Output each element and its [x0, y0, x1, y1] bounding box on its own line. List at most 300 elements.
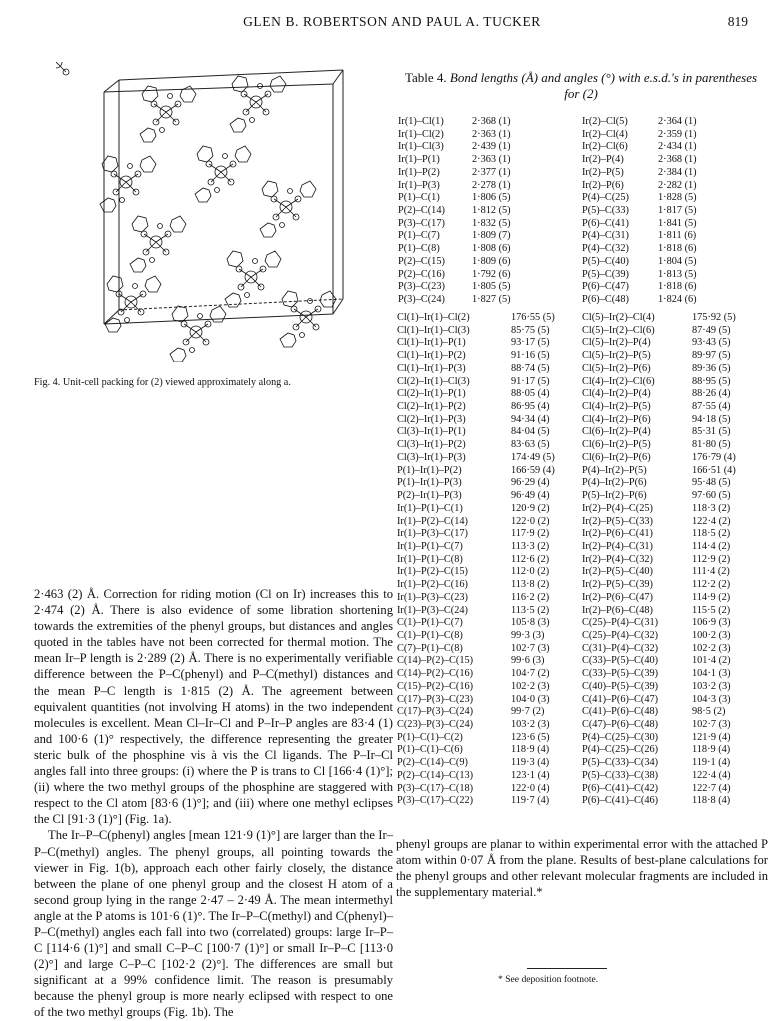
measured-value: 175·92 (5)	[692, 312, 736, 323]
measured-value: 91·17 (5)	[511, 375, 550, 387]
measured-value: 99·7 (2)	[511, 706, 545, 718]
table-row	[582, 668, 736, 681]
measured-value: 96·49 (4)	[511, 490, 550, 502]
measured-value: 2·363 (1)	[472, 128, 511, 140]
table-row	[397, 376, 555, 389]
atom-label: Ir(2)–P(6)–C(48)	[582, 604, 653, 616]
atom-label: P(6)–C(41)–C(46)	[582, 795, 659, 807]
table-row	[582, 490, 736, 503]
atom-label: C(33)–P(5)–C(39)	[582, 668, 659, 680]
atom-label: P(5)–C(33)–C(38)	[582, 769, 659, 781]
measured-value: 2·282 (1)	[658, 179, 697, 191]
atom-label: Ir(1)–P(3)–C(24)	[397, 604, 468, 616]
atom-label: P(6)–C(41)	[582, 217, 629, 229]
table-row	[397, 490, 555, 503]
measured-value: 2·377 (1)	[472, 166, 511, 178]
table-row	[397, 783, 555, 796]
measured-value: 2·368 (1)	[658, 154, 697, 166]
molecule-cluster	[56, 62, 86, 92]
running-head	[0, 14, 784, 34]
atom-label: P(1)–Ir(1)–P(2)	[397, 464, 462, 476]
atom-label: Ir(1)–P(1)–C(1)	[397, 502, 463, 514]
page-number: 819	[727, 14, 748, 29]
atom-label: Ir(1)–P(2)–C(15)	[397, 566, 468, 578]
measured-value: 114·4 (2)	[692, 540, 731, 552]
measured-value: 1·818 (6)	[658, 243, 697, 255]
measured-value: 93·17 (5)	[511, 337, 550, 349]
atom-label: P(4)–C(25)–C(30)	[582, 731, 659, 743]
table-row	[582, 167, 697, 180]
atom-label: P(2)–C(14)	[398, 205, 445, 217]
running-head-title: GLEN B. ROBERTSON AND PAUL A. TUCKER	[243, 14, 541, 29]
measured-value: 114·9 (2)	[692, 591, 731, 603]
measured-value: 91·16 (5)	[511, 350, 550, 362]
atom-label: C(33)–P(5)–C(40)	[582, 655, 659, 667]
atom-label: P(2)–C(15)	[398, 255, 445, 267]
table-row	[397, 312, 555, 325]
atom-label: C(1)–P(1)–C(8)	[397, 629, 463, 641]
measured-value: 99·3 (3)	[511, 629, 545, 641]
measured-value: 1·824 (6)	[658, 294, 697, 306]
atom-label: Ir(1)–P(3)–C(23)	[397, 591, 468, 603]
measured-value: 176·55 (5)	[511, 312, 555, 323]
measured-value: 112·6 (2)	[511, 553, 550, 565]
table-row	[397, 516, 555, 529]
atom-label: C(41)–P(6)–C(47)	[582, 693, 659, 705]
atom-label: P(3)–C(17)–C(18)	[397, 782, 474, 794]
paragraph: 2·463 (2) Å. Correction for riding motion (Cl on Ir) increases this to 2·474 (2) Å. There is also evidence of some libration shortening towards the extremities of the phenyl groups, but distances and angles quoted in the tables have not been corrected for thermal motion. The mean Ir–P length is 2·289 (2) Å. There is no experimentally verifiable difference between the P–C(phenyl) and P–C(methyl) distances and the mean P–C length is 1·815 (2) Å. The agreement between equivalent quantities (not involving H atoms) in the two independent molecules is excellent. Mean Cl–Ir–Cl and P–Ir–P angles are 83·4 (1) and 100·6 (1)° respectively, the difference representing the greater steric bulk of the phosphine vis à vis the Cl ligands. The P–Ir–Cl angles fall into three groups: (i) where the P is trans to Cl [166·4 (1)°]; (ii) where the two methyl groups of the phosphine are staggered with respect to the Cl atom [83·6 (1)°]; and (iii) where one methyl eclipses the Cl [91·3 (1)°] (Fig. 1a).	[34, 587, 393, 827]
table-row	[582, 269, 697, 282]
measured-value: 84·04 (5)	[511, 426, 550, 438]
table-row	[582, 281, 697, 294]
atom-label: P(3)–C(24)	[398, 294, 445, 306]
measured-value: 1·792 (6)	[472, 268, 511, 280]
measured-value: 119·7 (4)	[511, 795, 550, 807]
atom-label: Cl(1)–Ir(1)–P(2)	[397, 350, 466, 362]
atom-label: P(5)–C(40)	[582, 255, 629, 267]
measured-value: 95·48 (5)	[692, 477, 731, 489]
atom-label: Ir(1)–P(3)	[398, 179, 440, 191]
table-caption	[396, 70, 766, 102]
table-row	[397, 541, 555, 554]
measured-value: 100·2 (3)	[692, 629, 731, 641]
atom-label: C(14)–P(2)–C(15)	[397, 655, 474, 667]
table-row	[397, 388, 555, 401]
atom-label: C(47)–P(6)–C(48)	[582, 719, 659, 730]
table-row	[397, 770, 555, 783]
table-row	[398, 205, 511, 218]
table-row	[582, 205, 697, 218]
measured-value: 1·806 (5)	[472, 192, 511, 204]
measured-value: 118·3 (2)	[692, 502, 731, 514]
measured-value: 1·811 (6)	[658, 230, 697, 242]
table-row	[397, 401, 555, 414]
left-body-text	[34, 586, 393, 1021]
table-row	[582, 452, 736, 465]
table-row	[397, 325, 555, 338]
measured-value: 111·4 (2)	[692, 566, 730, 578]
measured-value: 101·4 (2)	[692, 655, 731, 667]
measured-value: 97·60 (5)	[692, 490, 731, 502]
atom-label: Ir(1)–P(1)–C(7)	[397, 540, 463, 552]
measured-value: 2·368 (1)	[472, 116, 511, 127]
table-row	[582, 554, 736, 567]
table-row	[582, 605, 736, 618]
bond-angles-molecule-1	[397, 312, 555, 808]
table-row	[582, 579, 736, 592]
atom-label: P(4)–Ir(2)–P(5)	[582, 464, 647, 476]
measured-value: 2·384 (1)	[658, 166, 697, 178]
atom-label: P(6)–C(41)–C(42)	[582, 782, 659, 794]
table-row	[582, 363, 736, 376]
measured-value: 113·3 (2)	[511, 540, 550, 552]
atom-label: Cl(2)–Ir(1)–P(1)	[397, 388, 466, 400]
table-row	[397, 592, 555, 605]
atom-label: Cl(1)–Ir(1)–P(1)	[397, 337, 466, 349]
measured-value: 1·841 (5)	[658, 217, 697, 229]
measured-value: 99·6 (3)	[511, 655, 545, 667]
atom-label: Ir(2)–P(6)	[582, 179, 624, 191]
atom-label: Cl(3)–Ir(1)–P(1)	[397, 426, 466, 438]
atom-label: Cl(5)–Ir(2)–Cl(6)	[582, 324, 655, 336]
measured-value: 121·9 (4)	[692, 731, 731, 743]
atom-label: P(4)–C(32)	[582, 243, 629, 255]
table-row	[397, 668, 555, 681]
atom-label: Cl(2)–Ir(1)–P(3)	[397, 413, 466, 425]
table-row	[397, 744, 555, 757]
atom-label: Ir(1)–P(2)	[398, 166, 440, 178]
table-row	[397, 503, 555, 516]
table-row	[582, 180, 697, 193]
atom-label: P(5)–C(39)	[582, 268, 629, 280]
measured-value: 166·51 (4)	[692, 464, 736, 476]
measured-value: 105·8 (3)	[511, 617, 550, 629]
table-row	[582, 719, 736, 732]
table-row	[582, 141, 697, 154]
table-row	[398, 230, 511, 243]
table-row	[582, 528, 736, 541]
measured-value: 2·434 (1)	[658, 141, 697, 153]
atom-label: Ir(2)–P(5)–C(33)	[582, 515, 653, 527]
table-row	[397, 452, 555, 465]
atom-label: Cl(6)–Ir(2)–P(6)	[582, 451, 651, 463]
table-row	[397, 363, 555, 376]
measured-value: 112·9 (2)	[692, 553, 731, 565]
atom-label: Ir(2)–Cl(4)	[582, 128, 628, 140]
table-row	[397, 566, 555, 579]
table-row	[398, 141, 511, 154]
atom-label: Ir(2)–P(6)–C(41)	[582, 528, 653, 540]
table-row	[397, 528, 555, 541]
table-row	[582, 592, 736, 605]
table-row	[582, 706, 736, 719]
measured-value: 118·9 (4)	[692, 744, 731, 756]
measured-value: 102·2 (3)	[692, 642, 731, 654]
atom-label: C(25)–P(4)–C(32)	[582, 629, 659, 641]
measured-value: 87·55 (4)	[692, 401, 731, 413]
atom-label: Cl(1)–Ir(1)–Cl(3)	[397, 324, 470, 336]
measured-value: 102·7 (3)	[692, 719, 731, 730]
measured-value: 1·805 (5)	[472, 281, 511, 293]
atom-label: Ir(1)–Cl(1)	[398, 116, 444, 127]
measured-value: 2·359 (1)	[658, 128, 697, 140]
atom-label: Ir(1)–P(2)–C(16)	[397, 579, 468, 591]
atom-label: Ir(2)–P(5)–C(39)	[582, 579, 653, 591]
measured-value: 1·804 (5)	[658, 255, 697, 267]
atom-label: P(2)–Ir(1)–P(3)	[397, 490, 462, 502]
measured-value: 1·808 (6)	[472, 243, 511, 255]
atom-label: Cl(5)–Ir(2)–Cl(4)	[582, 312, 655, 323]
atom-label: C(41)–P(6)–C(48)	[582, 706, 659, 718]
measured-value: 1·817 (5)	[658, 205, 697, 217]
table-row	[398, 269, 511, 282]
atom-label: P(4)–C(25)–C(26)	[582, 744, 659, 756]
atom-label: C(1)–P(1)–C(7)	[397, 617, 463, 629]
table-row	[582, 376, 736, 389]
atom-label: P(3)–C(17)	[398, 217, 445, 229]
measured-value: 1·809 (6)	[472, 255, 511, 267]
table-row	[397, 579, 555, 592]
unit-cell-packing-figure	[56, 62, 396, 362]
atom-label: P(5)–C(33)	[582, 205, 629, 217]
table-row	[582, 218, 697, 231]
table-row	[582, 230, 697, 243]
measured-value: 102·7 (3)	[511, 642, 550, 654]
atom-label: C(40)–P(5)–C(39)	[582, 680, 659, 692]
table-row	[582, 337, 736, 350]
measured-value: 1·818 (6)	[658, 281, 697, 293]
atom-label: Cl(1)–Ir(1)–P(3)	[397, 362, 466, 374]
measured-value: 1·827 (5)	[472, 294, 511, 306]
measured-value: 85·75 (5)	[511, 324, 550, 336]
table-row	[397, 350, 555, 363]
footnote-rule	[527, 968, 607, 969]
atom-label: P(6)–C(48)	[582, 294, 629, 306]
table-row	[397, 643, 555, 656]
measured-value: 98·5 (2)	[692, 706, 726, 718]
atom-label: P(5)–C(33)–C(34)	[582, 757, 659, 769]
measured-value: 81·80 (5)	[692, 439, 731, 451]
bond-angles-molecule-2	[582, 312, 736, 808]
table-row	[582, 630, 736, 643]
atom-label: Ir(2)–P(4)–C(32)	[582, 553, 653, 565]
atom-label: P(1)–C(7)	[398, 230, 440, 242]
table-row	[582, 312, 736, 325]
atom-label: Cl(5)–Ir(2)–P(4)	[582, 337, 651, 349]
atom-label: P(3)–C(23)	[398, 281, 445, 293]
atom-label: Cl(2)–Ir(1)–P(2)	[397, 401, 466, 413]
atom-label: Ir(1)–P(3)–C(17)	[397, 528, 468, 540]
table-row	[582, 694, 736, 707]
atom-label: Ir(2)–Cl(5)	[582, 116, 628, 127]
measured-value: 93·43 (5)	[692, 337, 731, 349]
table-row	[582, 256, 697, 269]
measured-value: 88·26 (4)	[692, 388, 731, 400]
measured-value: 112·0 (2)	[511, 566, 550, 578]
atom-label: P(4)–C(25)	[582, 192, 629, 204]
table-row	[582, 414, 736, 427]
table-row	[398, 167, 511, 180]
table-label: Table 4.	[404, 70, 447, 85]
atom-label: Cl(4)–Ir(2)–P(6)	[582, 413, 651, 425]
measured-value: 89·36 (5)	[692, 362, 731, 374]
table-row	[397, 757, 555, 770]
atom-label: P(2)–C(16)	[398, 268, 445, 280]
atom-label: Ir(2)–Cl(6)	[582, 141, 628, 153]
measured-value: 85·31 (5)	[692, 426, 731, 438]
table-row	[398, 294, 511, 307]
table-row	[397, 795, 555, 808]
measured-value: 174·49 (5)	[511, 451, 555, 463]
atom-label: P(4)–Ir(2)–P(6)	[582, 477, 647, 489]
measured-value: 115·5 (2)	[692, 604, 731, 616]
measured-value: 176·79 (4)	[692, 451, 736, 463]
measured-value: 106·9 (3)	[692, 617, 731, 629]
table-row	[582, 516, 736, 529]
bond-lengths-molecule-1	[398, 116, 511, 307]
atom-label: Ir(2)–P(5)	[582, 166, 624, 178]
atom-label: C(23)–P(3)–C(24)	[397, 719, 474, 730]
table-row	[397, 554, 555, 567]
measured-value: 122·0 (2)	[511, 515, 550, 527]
measured-value: 112·2 (2)	[692, 579, 731, 591]
table-row	[582, 617, 736, 630]
table-row	[582, 681, 736, 694]
measured-value: 102·2 (3)	[511, 680, 550, 692]
atom-label: Cl(6)–Ir(2)–P(4)	[582, 426, 651, 438]
table-row	[398, 192, 511, 205]
atom-label: C(14)–P(2)–C(16)	[397, 668, 474, 680]
table-row	[582, 757, 736, 770]
atom-label: C(17)–P(3)–C(24)	[397, 706, 474, 718]
table-row	[398, 256, 511, 269]
measured-value: 113·8 (2)	[511, 579, 550, 591]
atom-label: Ir(2)–P(4)–C(25)	[582, 502, 653, 514]
atom-label: Ir(2)–P(6)–C(47)	[582, 591, 653, 603]
table-row	[582, 116, 697, 129]
right-body-text: phenyl groups are planar to within experimental error with the attached P atom within 0·07 Å from the plane. Results of best-plane calculations for the phenyl groups and other relevant molecular fragments are included in the supplementary material.*	[396, 837, 768, 900]
table-caption-text: Bond lengths (Å) and angles (°) with e.s.d.'s in parentheses for (2)	[449, 70, 758, 101]
table-row	[397, 732, 555, 745]
measured-value: 94·18 (5)	[692, 413, 731, 425]
table-row	[397, 655, 555, 668]
measured-value: 118·8 (4)	[692, 795, 731, 807]
atom-label: Ir(2)–P(5)–C(40)	[582, 566, 653, 578]
table-row	[582, 401, 736, 414]
table-row	[582, 350, 736, 363]
measured-value: 83·63 (5)	[511, 439, 550, 451]
measured-value: 1·813 (5)	[658, 268, 697, 280]
atom-label: Cl(4)–Ir(2)–P(4)	[582, 388, 651, 400]
table-row	[582, 783, 736, 796]
table-row	[397, 426, 555, 439]
measured-value: 123·6 (5)	[511, 731, 550, 743]
atom-label: Cl(3)–Ir(1)–P(2)	[397, 439, 466, 451]
measured-value: 2·363 (1)	[472, 154, 511, 166]
table-row	[582, 770, 736, 783]
measured-value: 88·95 (5)	[692, 375, 731, 387]
atom-label: P(6)–C(47)	[582, 281, 629, 293]
measured-value: 86·95 (4)	[511, 401, 550, 413]
table-row	[397, 477, 555, 490]
measured-value: 104·7 (2)	[511, 668, 550, 680]
measured-value: 122·0 (4)	[511, 782, 550, 794]
table-row	[397, 719, 555, 732]
atom-label: Cl(4)–Ir(2)–Cl(6)	[582, 375, 655, 387]
table-row	[398, 218, 511, 231]
atom-label: C(25)–P(4)–C(31)	[582, 617, 659, 629]
atom-label: P(5)–Ir(2)–P(6)	[582, 490, 647, 502]
table-row	[582, 426, 736, 439]
atom-label: Ir(1)–Cl(2)	[398, 128, 444, 140]
atom-label: C(31)–P(4)–C(32)	[582, 642, 659, 654]
measured-value: 119·3 (4)	[511, 757, 550, 769]
atom-label: P(1)–C(1)–C(2)	[397, 731, 463, 743]
measured-value: 117·9 (2)	[511, 528, 550, 540]
measured-value: 1·812 (5)	[472, 205, 511, 217]
measured-value: 2·439 (1)	[472, 141, 511, 153]
atom-label: Cl(5)–Ir(2)–P(6)	[582, 362, 651, 374]
atom-label: Ir(1)–P(2)–C(14)	[397, 515, 468, 527]
atom-label: Cl(5)–Ir(2)–P(5)	[582, 350, 651, 362]
footnote: * See deposition footnote.	[498, 974, 599, 985]
table-row	[582, 732, 736, 745]
measured-value: 113·5 (2)	[511, 604, 550, 616]
measured-value: 103·2 (3)	[511, 719, 550, 730]
measured-value: 1·809 (7)	[472, 230, 511, 242]
bond-lengths-molecule-2	[582, 116, 697, 307]
atom-label: Ir(1)–P(1)–C(8)	[397, 553, 463, 565]
table-row	[582, 129, 697, 142]
measured-value: 122·4 (4)	[692, 769, 731, 781]
measured-value: 118·5 (2)	[692, 528, 731, 540]
measured-value: 123·1 (4)	[511, 769, 550, 781]
atom-label: C(7)–P(1)–C(8)	[397, 642, 463, 654]
table-row	[582, 294, 697, 307]
atom-label: Cl(6)–Ir(2)–P(5)	[582, 439, 651, 451]
table-row	[397, 439, 555, 452]
measured-value: 104·3 (3)	[692, 693, 731, 705]
table-row	[582, 643, 736, 656]
measured-value: 88·74 (5)	[511, 362, 550, 374]
table-row	[582, 503, 736, 516]
atom-label: Ir(1)–P(1)	[398, 154, 440, 166]
atom-label: P(2)–C(14)–C(9)	[397, 757, 468, 769]
table-row	[582, 192, 697, 205]
table-row	[582, 243, 697, 256]
measured-value: 119·1 (4)	[692, 757, 731, 769]
measured-value: 89·97 (5)	[692, 350, 731, 362]
atom-label: P(1)–Ir(1)–P(3)	[397, 477, 462, 489]
table-row	[582, 541, 736, 554]
table-row	[398, 129, 511, 142]
table-row	[397, 414, 555, 427]
atom-label: Cl(2)–Ir(1)–Cl(3)	[397, 375, 470, 387]
paragraph: The Ir–P–C(phenyl) angles [mean 121·9 (1)°] are larger than the Ir–P–C(methyl) angles. The phenyl groups, all pointing towards the viewer in Fig. 1(b), approach each other fairly closely, the distance between the plane of one phenyl group and the closest H atom of a second group lying in the range 2·47 – 2·49 Å. The mean intermethyl angle at the P atoms is 101·6 (1)°. The Ir–P–C(methyl) and C(phenyl)–P–C(methyl) angles each fall into two (correlated) groups: large Ir–P–C [114·6 (1)°] and small C–P–C [100·7 (1)°] or small Ir–P–C [113·0 (2)°] and large C–P–C [102·2 (2)°]. The differences are small but significant at a 99% confidence limit. The reason is presumably because the phenyl group is more nearly eclipsed with respect to one of the two methyl groups (Fig. 1b). The	[34, 828, 393, 1020]
measured-value: 2·364 (1)	[658, 116, 697, 127]
atom-label: P(4)–C(31)	[582, 230, 629, 242]
atom-label: P(3)–C(17)–C(22)	[397, 795, 474, 807]
measured-value: 2·278 (1)	[472, 179, 511, 191]
table-row	[397, 617, 555, 630]
table-row	[582, 388, 736, 401]
measured-value: 94·34 (4)	[511, 413, 550, 425]
table-row	[582, 655, 736, 668]
atom-label: C(17)–P(3)–C(23)	[397, 693, 474, 705]
table-row	[398, 281, 511, 294]
table-row	[398, 243, 511, 256]
atom-label: P(1)–C(1)	[398, 192, 440, 204]
